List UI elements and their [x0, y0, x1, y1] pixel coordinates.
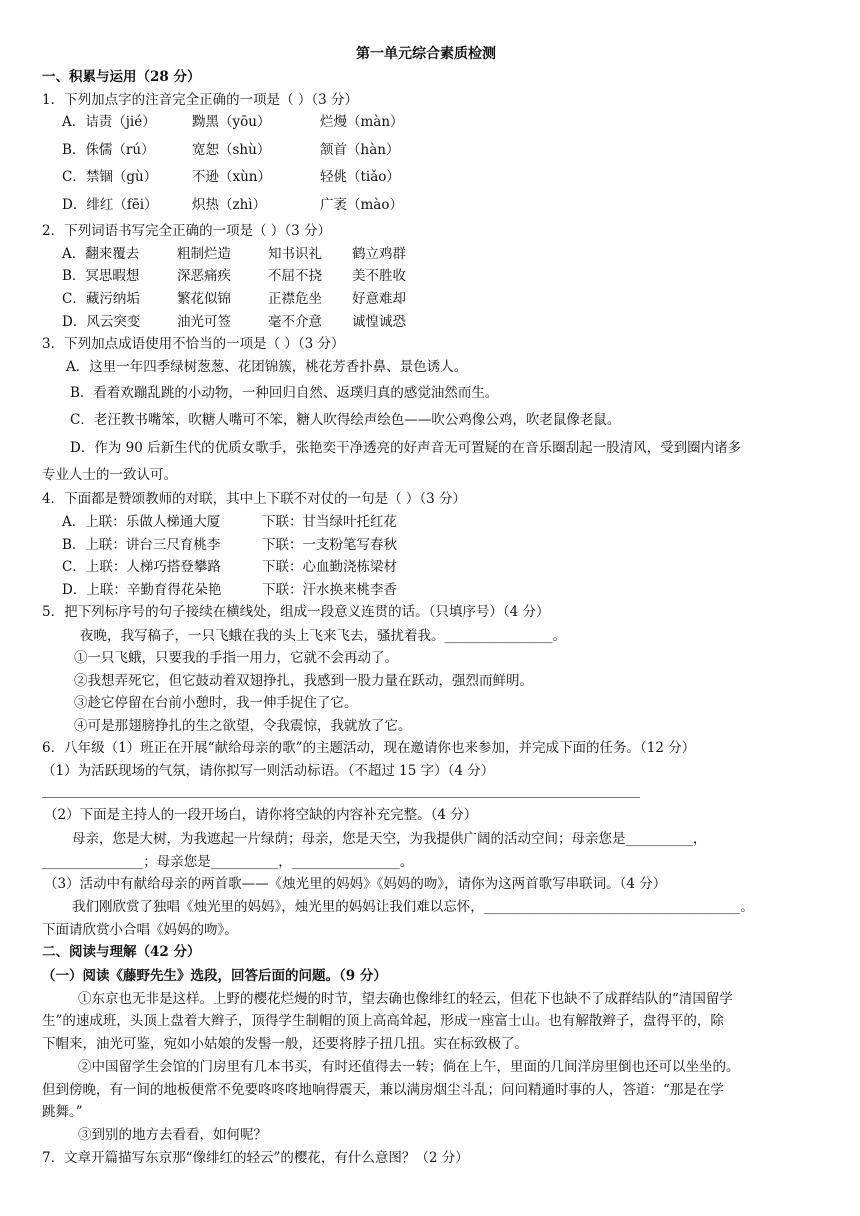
- option: 烂熳（màn）: [320, 114, 404, 130]
- option: 正襟危坐: [268, 291, 322, 307]
- sub-question: （3）活动中有献给母亲的两首歌——《烛光里的妈妈》《妈妈的吻》，请你为这两首歌写串联词。（4 分）: [44, 876, 667, 892]
- sub-question: （1）为活跃现场的气氛，请你拟写一则活动标语。（不超过 15 字）（4 分）: [42, 763, 495, 779]
- reading-heading: （一）阅读《藤野先生》选段，回答后面的问题。（9 分）: [42, 968, 387, 984]
- option: B．看着欢蹦乱跳的小动物，一种回归自然、返璞归真的感觉油然而生。: [70, 385, 499, 401]
- passage-line: ②中国留学生会馆的门房里有几本书买，有时还值得去一转；倘在上午，里面的几间洋房里倒也还可以坐坐的。: [78, 1059, 740, 1075]
- fill-in-line: 我们刚欣赏了独唱《烛光里的妈妈》，烛光里的妈妈让我们难以忘怀，______________________________________。: [72, 899, 754, 915]
- fill-in-line: _______________；母亲您是__________，________________。: [42, 854, 414, 870]
- passage-line: 生”的速成班，头顶上盘着大辫子，顶得学生制帽的顶上高高耸起，形成一座富士山。也有解散辫子，盘得平的，除: [42, 1013, 724, 1029]
- option: D．绯红（fēi）: [62, 197, 158, 213]
- option: 下联：一支粉笔写春秋: [262, 537, 397, 553]
- option: 鹤立鸡群: [352, 246, 406, 262]
- option: 知书识礼: [268, 246, 322, 262]
- section-heading: 一、积累与运用（28 分）: [42, 69, 201, 85]
- option: 轻佻（tiǎo）: [320, 169, 400, 185]
- option: A．这里一年四季绿树葱葱、花团锦簇，桃花芳香扑鼻、景色诱人。: [66, 359, 468, 375]
- passage-line: ①东京也无非是这样。上野的樱花烂熳的时节，望去确也像绯红的轻云，但花下也缺不了成群结队的“清国留学: [78, 991, 733, 1007]
- option: 下联：心血勤浇栋梁材: [262, 559, 397, 575]
- question-stem: 6．八年级（1）班正在开展“献给母亲的歌”的主题活动，现在邀请你也来参加，并完成下面的任务。（12 分）: [42, 740, 696, 756]
- question-stem: 4．下面都是赞颂教师的对联，其中上下联不对仗的一句是（ ）（3 分）: [42, 491, 467, 507]
- option: 毫不介意: [268, 314, 322, 330]
- option: 不屈不挠: [268, 268, 322, 284]
- option: D．上联：辛勤育得花朵艳: [62, 582, 222, 598]
- option-continued: 专业人士的一致认可。: [42, 467, 177, 483]
- option: D．风云突变: [62, 314, 141, 330]
- answer-line[interactable]: [42, 797, 640, 798]
- option: 下联：甘当绿叶托红花: [262, 514, 397, 530]
- option: A．上联：乐做人梯通大厦: [62, 514, 221, 530]
- numbered-sentence: ②我想弄死它，但它鼓动着双翅挣扎，我感到一股力量在跃动，强烈而鲜明。: [74, 673, 533, 689]
- question-stem: 3．下列加点成语使用不恰当的一项是（ ）（3 分）: [42, 336, 345, 352]
- question-stem: 5．把下列标序号的句子接续在横线处，组成一段意义连贯的话。（只填序号）（4 分）: [42, 604, 550, 620]
- page-title: 第一单元综合素质检测: [356, 46, 496, 62]
- option: 美不胜收: [352, 268, 406, 284]
- option: C．老汪教书嘴笨，吹糖人嘴可不笨，糖人吹得绘声绘色——吹公鸡像公鸡，吹老鼠像老鼠。: [70, 412, 621, 428]
- option: 宽恕（shù）: [192, 142, 271, 158]
- option: 广袤（mào）: [320, 197, 403, 213]
- option: 油光可签: [177, 314, 231, 330]
- passage-line: 跳舞。”: [42, 1104, 83, 1120]
- option: B．上联：讲台三尺育桃李: [62, 537, 221, 553]
- option: 炽热（zhì）: [192, 197, 267, 213]
- sub-question: （2）下面是主持人的一段开场白，请你将空缺的内容补充完整。（4 分）: [44, 807, 478, 823]
- option: 好意难却: [352, 291, 406, 307]
- numbered-sentence: ③趁它停留在台前小憩时，我一伸手捉住了它。: [74, 695, 358, 711]
- question-stem: 7．文章开篇描写东京那“像绯红的轻云”的樱花，有什么意图？（2 分）: [42, 1150, 469, 1166]
- question-stem: 2．下列词语书写完全正确的一项是（ ）（3 分）: [42, 223, 332, 239]
- option: 诚惶诚恐: [352, 314, 406, 330]
- option: C．藏污纳垢: [62, 291, 140, 307]
- option: D．作为 90 后新生代的优质女歌手，张艳奕干净透亮的好声音无可置疑的在音乐圈刮起一股清风，受到圈内诸多: [70, 440, 742, 456]
- option: 不逊（xùn）: [192, 169, 272, 185]
- option: 颔首（hàn）: [320, 142, 400, 158]
- fill-in-line: 母亲，您是大树，为我遮起一片绿荫；母亲，您是天空，为我提供广阔的活动空间；母亲您是__________，: [72, 831, 707, 847]
- passage-line: 下面请欣赏小合唱《妈妈的吻》。: [42, 922, 238, 938]
- numbered-sentence: ①一只飞蛾，只要我的手指一用力，它就不会再动了。: [74, 650, 398, 666]
- option: A．诘责（jié）: [62, 114, 156, 130]
- section-heading: 二、阅读与理解（42 分）: [42, 944, 201, 960]
- option: 深恶痛疾: [177, 268, 231, 284]
- passage-line: 但到傍晚，有一间的地板便常不免要咚咚咚地响得震天，兼以满房烟尘斗乱；问问精通时事的人，答道：“那是在学: [42, 1082, 724, 1098]
- option: C．上联：人梯巧搭登攀路: [62, 559, 221, 575]
- numbered-sentence: ④可是那翅膀挣扎的生之欲望，令我震惊，我就放了它。: [74, 718, 412, 734]
- option: 黝黑（yōu）: [192, 114, 271, 130]
- passage-line: ③到别的地方去看看，如何呢？: [78, 1127, 267, 1143]
- passage-line: 下帽来，油光可鉴，宛如小姑娘的发髻一般，还要将脖子扭几扭。实在标致极了。: [42, 1036, 528, 1052]
- option: A．翻来覆去: [62, 246, 140, 262]
- option: 下联：汗水换来桃李香: [262, 582, 397, 598]
- option: C．禁锢（gù）: [62, 169, 158, 185]
- question-stem: 1．下列加点字的注音完全正确的一项是（ ）（3 分）: [42, 92, 359, 108]
- option: 繁花似锦: [177, 291, 231, 307]
- passage-line: 夜晚，我写稿子，一只飞蛾在我的头上飞来飞去，骚扰着我。________________。: [80, 628, 566, 644]
- option: 粗制烂造: [177, 246, 231, 262]
- option: B．冥思暇想: [62, 268, 140, 284]
- option: B．侏儒（rú）: [62, 142, 155, 158]
